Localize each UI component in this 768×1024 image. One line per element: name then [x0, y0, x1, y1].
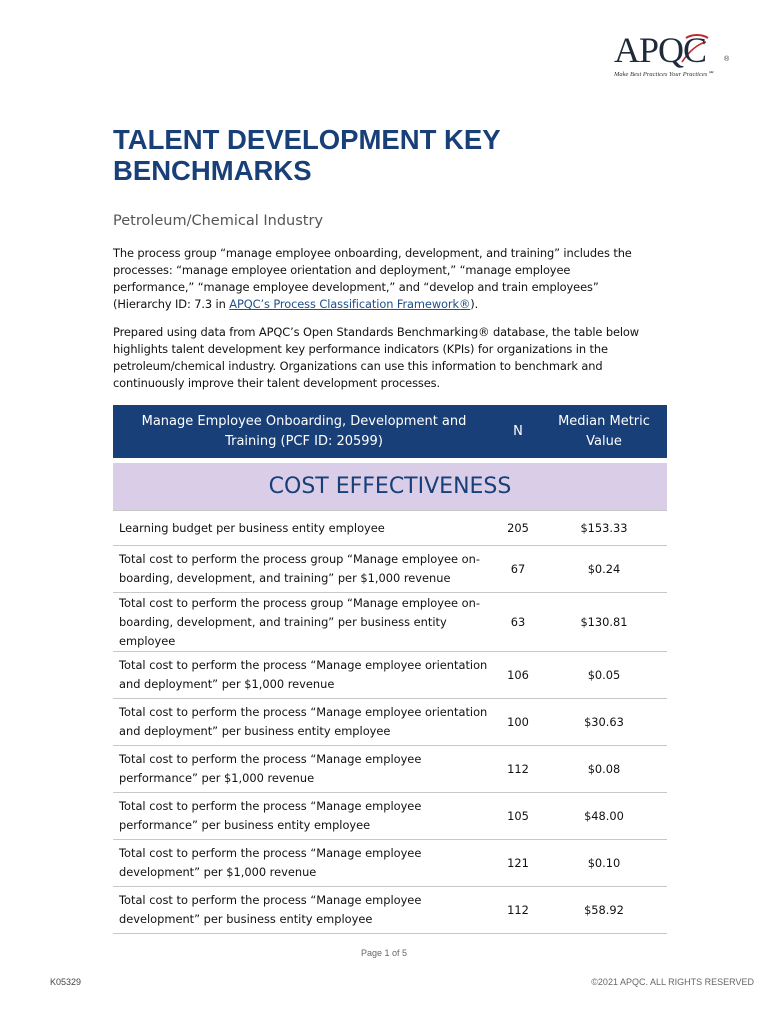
- cell-n: 105: [507, 808, 529, 823]
- logo-registered: ®: [724, 56, 730, 63]
- table-row: [113, 593, 667, 652]
- cell-n: 100: [507, 714, 529, 729]
- table-row: [113, 546, 667, 593]
- cell-n: 121: [507, 855, 529, 870]
- cell-metric: Total cost to perform the process “Manage employee development” per $1,000 revenue: [119, 846, 422, 879]
- table-row: [113, 510, 667, 546]
- cell-n: 67: [510, 561, 526, 576]
- cell-value: $30.63: [584, 714, 624, 729]
- cell-value: $153.33: [580, 520, 628, 535]
- table-row: [113, 699, 667, 746]
- table-row: [113, 793, 667, 840]
- cell-value: $0.05: [587, 667, 621, 682]
- cell-metric: Total cost to perform the process “Manage employee orientation and deployment” per $1,000 revenue: [119, 658, 488, 691]
- table-row: [113, 887, 667, 934]
- cell-metric: Total cost to perform the process “Manage employee orientation and deployment” per business entity employee: [119, 705, 488, 738]
- logo-wordmark: APQC: [614, 30, 707, 70]
- intro-text-end: ).: [470, 297, 479, 311]
- cell-n: 112: [507, 761, 529, 776]
- cell-metric: Total cost to perform the process group “Manage employee on-boarding, development, and training” per business entity employee: [119, 595, 480, 648]
- section-cost-effectiveness: COST EFFECTIVENESS: [113, 463, 667, 510]
- benchmark-table: [113, 405, 667, 934]
- copyright: ©2021 APQC. ALL RIGHTS RESERVED: [591, 977, 754, 987]
- pcf-link[interactable]: APQC’s Process Classification Framework®: [229, 297, 471, 311]
- header-median: Median Metric Value: [558, 413, 650, 449]
- intro-paragraph-2: Prepared using data from APQC’s Open Standards Benchmarking® database, the table below highlights talent development key performance indicators (KPIs) for organizations in the petroleum/chemical industry. Organizations can use this information to benchmark and continuously improve their talent development processes.: [113, 325, 640, 390]
- header-metric: Manage Employee Onboarding, Development and Training (PCF ID: 20599): [141, 413, 467, 449]
- page-number: Page 1 of 5: [360, 948, 408, 958]
- intro-paragraph-1: [113, 245, 653, 313]
- cell-n: 106: [507, 667, 529, 682]
- header-n: N: [513, 423, 523, 439]
- cell-value: $0.24: [587, 561, 621, 576]
- cell-n: 63: [510, 614, 526, 629]
- cell-metric: Total cost to perform the process “Manage employee performance” per business entity employee: [119, 799, 422, 832]
- table-header: [113, 405, 667, 458]
- cell-metric: Learning budget per business entity employee: [119, 520, 385, 535]
- document-id: K05329: [50, 977, 82, 987]
- table-body: [113, 510, 667, 934]
- cell-metric: Total cost to perform the process “Manage employee development” per business entity employee: [119, 893, 422, 926]
- intro-text: The process group “manage employee onboarding, development, and training” includes the processes: “manage employee orientation and deployment,” “manage employee performance,” “manage employee development,” and “develop and train employees” (Hierarchy ID: 7.3 in: [113, 246, 632, 311]
- apqc-logo: [612, 30, 742, 80]
- table-row: [113, 746, 667, 793]
- cell-value: $48.00: [584, 808, 624, 823]
- cell-value: $0.08: [587, 761, 621, 776]
- cell-value: $130.81: [580, 614, 628, 629]
- page-subtitle: Petroleum/Chemical Industry: [113, 213, 324, 229]
- cell-n: 112: [507, 902, 529, 917]
- cell-metric: Total cost to perform the process “Manage employee performance” per $1,000 revenue: [119, 752, 422, 785]
- logo-tagline: Make Best Practices Your Practices℠: [614, 71, 714, 78]
- cell-n: 205: [507, 520, 529, 535]
- cell-value: $58.92: [584, 902, 624, 917]
- cell-metric: Total cost to perform the process group “Manage employee on-boarding, development, and training” per $1,000 revenue: [119, 552, 480, 585]
- page-title: TALENT DEVELOPMENT KEY BENCHMARKS: [113, 124, 501, 186]
- table-row: [113, 840, 667, 887]
- table-row: [113, 652, 667, 699]
- cell-value: $0.10: [587, 855, 621, 870]
